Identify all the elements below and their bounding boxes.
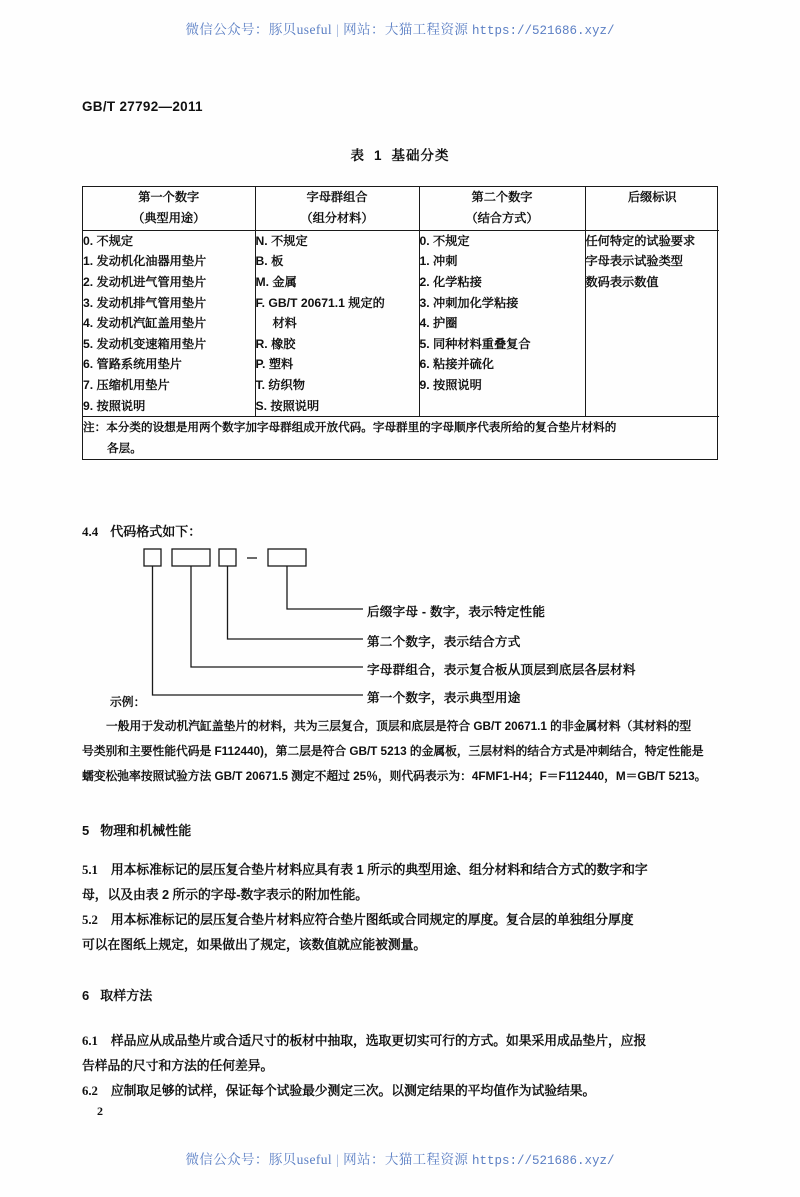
paragraph-line [82, 1079, 722, 1104]
section-4-4-heading [82, 521, 201, 540]
table-body-row [83, 230, 719, 416]
watermark-top [0, 18, 800, 38]
list-item: 6. 粘接并硫化 [419, 357, 494, 372]
diagram-label-second-digit: 第二个数字，表示结合方式 [367, 635, 521, 649]
list-item-continuation: 材料 [272, 316, 297, 331]
table-title [0, 144, 800, 164]
table-cell-typical-use [83, 230, 255, 416]
table-title-name: 基础分类 [391, 148, 450, 163]
paragraph-label: 5.1 [82, 863, 98, 877]
section-6-heading [82, 985, 152, 1004]
table-header-cell-4 [585, 187, 719, 230]
column-header-line2: （组分材料） [300, 211, 374, 226]
watermark-url: https://521686.xyz/ [472, 1154, 615, 1168]
list-item: 5. 同种材料重叠复合 [419, 336, 531, 351]
list-item: 7. 压缩机用垫片 [83, 377, 170, 392]
paragraph-text: 应制取足够的试样，保证每个试验最少测定三次。以测定结果的平均值作为试验结果。 [110, 1083, 596, 1098]
list-item: 3. 冲刺加化学粘接 [419, 295, 519, 310]
watermark-wechat-label: 微信公众号：豚贝useful [185, 22, 333, 37]
code-box-second-digit [219, 549, 236, 566]
watermark-separator: | [336, 22, 340, 37]
example-body [82, 714, 720, 789]
leader-line-letter-group [191, 566, 363, 667]
paragraph-label: 6.2 [82, 1084, 98, 1098]
list-item: 0. 不规定 [419, 233, 470, 248]
table-cell-component-material [255, 230, 419, 416]
list-item: 1. 发动机化油器用垫片 [83, 254, 207, 269]
paragraph-6-2 [82, 1079, 722, 1104]
list-item: 字母表示试验类型 [585, 254, 683, 269]
watermark-site-label: 网站：大猫工程资源 [343, 22, 469, 37]
list-item: 5. 发动机变速箱用垫片 [83, 336, 207, 351]
section-4-4-title: 代码格式如下： [110, 524, 202, 539]
column-header-line2: （结合方式） [465, 211, 539, 226]
paragraph-text: 样品应从成品垫片或合适尺寸的板材中抽取，选取更切实可行的方式。如果采用成品垫片，应报 [110, 1033, 647, 1048]
section-4-4-number: 4.4 [82, 524, 99, 539]
paragraph-label: 6.1 [82, 1034, 98, 1048]
paragraph-line [82, 858, 722, 883]
paragraph-line: 告样品的尺寸和方法的任何差异。 [82, 1057, 274, 1073]
list-item: B. 板 [255, 254, 284, 269]
table-note [83, 417, 719, 460]
standard-number: GB/T 27792—2011 [82, 99, 203, 114]
list-item: 4. 护圈 [419, 316, 458, 331]
list-item: 2. 发动机进气管用垫片 [83, 274, 207, 289]
paragraph-line [82, 908, 722, 933]
diagram-label-suffix: 后缀字母 - 数字，表示特定性能 [367, 605, 546, 619]
list-item: F. GB/T 20671.1 规定的 [255, 295, 385, 310]
paragraph-line: 可以在图纸上规定，如果做出了规定，该数值就应能被测量。 [82, 936, 427, 952]
paragraph-text: 用本标准标记的层压复合垫片材料应符合垫片图纸或合同规定的厚度。复合层的单独组分厚度 [110, 912, 634, 927]
list-item: M. 金属 [255, 274, 297, 289]
list-item: N. 不规定 [255, 233, 308, 248]
table-title-number: 1 [373, 148, 383, 163]
column-header-line2: （典型用途） [132, 211, 206, 226]
paragraph-line: 母，以及由表 2 所示的字母-数字表示的附加性能。 [82, 886, 368, 902]
table-header-cell-2 [255, 187, 419, 230]
example-line: 一般用于发动机汽缸盖垫片的材料，共为三层复合，顶层和底层是符合 GB/T 20671.1 的非金属材料（其材料的型 [106, 719, 692, 733]
section-6-number: 6 [82, 988, 90, 1003]
watermark-separator: | [336, 1152, 340, 1167]
table-cell-bonding-method [419, 230, 585, 416]
paragraph-6-1 [82, 1029, 722, 1079]
column-header-line1: 字母群组合 [306, 190, 368, 204]
section-5-number: 5 [82, 823, 90, 838]
paragraph-label: 5.2 [82, 913, 98, 927]
page-number: 2 [97, 1104, 103, 1118]
list-item: 任何特定的试验要求 [585, 233, 696, 248]
list-item: R. 橡胶 [255, 336, 296, 351]
diagram-label-letter-group: 字母群组合，表示复合板从顶层到底层各层材料 [367, 663, 636, 677]
code-box-first-digit [144, 549, 161, 566]
list-item: T. 纺织物 [255, 377, 305, 392]
watermark-site-label: 网站：大猫工程资源 [343, 1152, 469, 1167]
example-line: 蠕变松弛率按照试验方法 GB/T 20671.5 测定不超过 25％，则代码表示为：4FMF1-H4；F＝F112440，M＝GB/T 5213。 [82, 769, 707, 783]
leader-line-first-digit [153, 566, 364, 695]
list-item: 4. 发动机汽缸盖用垫片 [83, 316, 207, 331]
code-box-letter-group [172, 549, 210, 566]
list-item: S. 按照说明 [255, 398, 320, 413]
list-item: 1. 冲刺 [419, 254, 458, 269]
watermark-wechat-label: 微信公众号：豚贝useful [185, 1152, 333, 1167]
section-6-title: 取样方法 [100, 988, 153, 1003]
paragraph-5-2 [82, 908, 722, 958]
example-line: 号类别和主要性能代码是 F112440)，第二层是符合 GB/T 5213 的金属板，三层材料的结合方式是冲刺结合，特定性能是 [82, 744, 704, 758]
list-item: 数码表示数值 [585, 274, 659, 289]
example-heading: 示例： [110, 695, 146, 709]
basic-classification-table [82, 186, 718, 460]
table-title-prefix: 表 [350, 148, 365, 163]
list-item: 9. 按照说明 [83, 398, 146, 413]
table-note-line2: 各层。 [107, 442, 142, 456]
code-box-suffix [268, 549, 306, 566]
table-header-cell-1 [83, 187, 255, 230]
column-header-line1: 第二个数字 [471, 190, 533, 204]
leader-line-second-digit [228, 566, 364, 639]
table-note-row [83, 417, 719, 460]
leader-line-suffix [287, 566, 363, 609]
diagram-label-first-digit: 第一个数字，表示典型用途 [367, 691, 521, 705]
column-header-line1: 后缀标识 [627, 190, 677, 204]
table-header-row [83, 187, 719, 230]
table-header-cell-3 [419, 187, 585, 230]
section-5-title: 物理和机械性能 [100, 823, 192, 838]
section-5-heading [82, 820, 191, 839]
list-item: 0. 不规定 [83, 233, 134, 248]
paragraph-line [82, 1029, 722, 1054]
list-item: 3. 发动机排气管用垫片 [83, 295, 207, 310]
list-item: 6. 管路系统用垫片 [83, 357, 182, 372]
list-item: P. 塑料 [255, 357, 294, 372]
paragraph-5-1 [82, 858, 722, 908]
paragraph-text: 用本标准标记的层压复合垫片材料应具有表 1 所示的典型用途、组分材料和结合方式的数字和字 [110, 862, 648, 877]
table-cell-suffix-mark [585, 230, 719, 416]
watermark-url: https://521686.xyz/ [472, 24, 615, 38]
column-header-line1: 第一个数字 [138, 190, 200, 204]
watermark-bottom [0, 1148, 800, 1168]
table-note-line1: 注：本分类的设想是用两个数字加字母群组成开放代码。字母群里的字母顺序代表所给的复合垫片材料的 [83, 421, 617, 435]
list-item: 9. 按照说明 [419, 377, 482, 392]
list-item: 2. 化学粘接 [419, 274, 482, 289]
